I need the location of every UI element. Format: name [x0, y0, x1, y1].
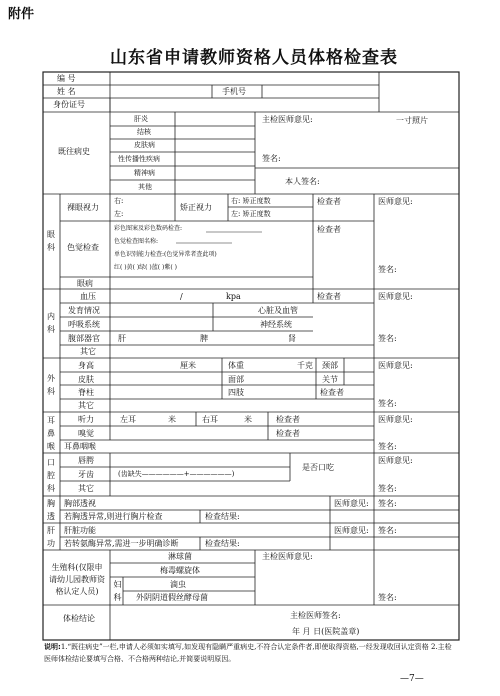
footnote-text: 1.“既往病史”一栏,申请人必须如实填写,如发现有隐瞒严重病史,不符合认定条件者,即使取得资格,一经发现收回认定资格 2.主检医师体检结论要填写合格、不合格两种结论,并简要说明原因。: [44, 643, 452, 663]
hearing-label: 听力: [78, 415, 94, 424]
internal-section-label: 内科: [47, 312, 55, 334]
internal-doctor: 医师意见:: [378, 292, 413, 301]
photo-label: 一寸照片: [396, 116, 428, 125]
chest-abnormal: 若胸透异常,则进行胸片检查: [64, 512, 163, 521]
eye-examiner-2: 检查者: [317, 225, 341, 234]
neck-label: 颈部: [322, 361, 338, 370]
name-label: 姓 名: [57, 87, 76, 96]
syphilis-label: 梅毒螺旋体: [160, 566, 200, 575]
conclusion-date: 年 月 日(医院盖章): [292, 627, 360, 636]
chest-sign: 签名:: [378, 499, 397, 508]
id-label: 身份证号: [53, 100, 85, 109]
oral-sign: 签名:: [378, 484, 397, 493]
history-item: 结核: [137, 128, 151, 136]
height-label: 身高: [78, 361, 94, 370]
liver-section-label: 肝功: [47, 526, 55, 548]
history-item: 肝炎: [134, 115, 148, 123]
ent-section-label: 耳鼻喉: [47, 416, 55, 451]
right-ear-unit: 米: [244, 415, 252, 424]
footnote-prefix: 说明:: [44, 643, 61, 651]
color-line-3: 单色识别能力检查:(色觉异常者查此项): [114, 251, 217, 258]
page-number: —7—: [400, 674, 424, 684]
candida-label: 外阴阴道假丝酵母菌: [136, 593, 208, 602]
attachment-label: 附件: [8, 7, 35, 22]
left-ear-label: 左耳: [120, 415, 136, 424]
face-label: 面部: [228, 375, 244, 384]
chest-section-label: 胸透: [47, 499, 55, 521]
teeth-label: 牙齿: [78, 470, 94, 479]
repro-section-label: 生殖科(仅限申请幼儿园教师资格认定人员): [49, 563, 105, 596]
missing-teeth: (齿缺失——————+——————): [118, 470, 235, 478]
surgery-sign: 签名:: [378, 399, 397, 408]
self-sign: 本人签名:: [285, 177, 320, 186]
liver-sign: 签名:: [378, 526, 397, 535]
heart-label: 心脏及血管: [258, 306, 298, 315]
corrected-right: 右: 矫正度数: [231, 197, 271, 205]
bp-unit: kpa: [226, 292, 241, 301]
surgery-doctor: 医师意见:: [378, 361, 413, 370]
liver-doctor: 医师意见:: [334, 526, 369, 535]
naked-right: 右:: [114, 197, 124, 205]
joint-label: 关节: [322, 375, 338, 384]
liver-result: 检查结果:: [205, 539, 240, 548]
surgery-other: 其它: [78, 401, 94, 410]
height-unit: 厘米: [180, 361, 196, 370]
skin-label: 皮肤: [78, 375, 94, 384]
oral-doctor: 医师意见:: [378, 456, 413, 465]
ent-examiner-2: 检查者: [276, 429, 300, 438]
internal-other: 其它: [80, 347, 96, 356]
history-item: 皮肤病: [134, 141, 155, 149]
corrected-left: 左: 矫正度数: [231, 210, 271, 218]
page-title: 山东省申请教师资格人员体格检查表: [110, 48, 398, 68]
internal-sign: 签名:: [378, 334, 397, 343]
chest-result: 检查结果:: [205, 512, 240, 521]
ent-disease-label: 耳鼻咽喉: [64, 442, 96, 451]
footnote: [44, 641, 454, 665]
history-item: 性传播性疾病: [118, 155, 160, 163]
kidney-label: 肾: [288, 334, 296, 343]
color-line-1: 彩色图案及彩色数码检查:: [114, 225, 183, 232]
ent-doctor: 医师意见:: [378, 415, 413, 424]
nervous-label: 神经系统: [260, 320, 292, 329]
liver-alt: 若转氨酶异常,需进一步明确诊断: [64, 539, 179, 548]
surgery-examiner: 检查者: [320, 388, 344, 397]
lips-label: 唇腭: [78, 456, 94, 465]
limbs-label: 四肢: [228, 388, 244, 397]
spine-label: 脊柱: [78, 388, 94, 397]
chest-xray-label: 胸部透视: [64, 499, 96, 508]
oral-section-label: 口腔科: [47, 458, 55, 493]
eye-doctor: 医师意见:: [378, 197, 413, 206]
history-doctor: 主检医师意见:: [262, 115, 313, 124]
stutter-label: 是否口吃: [302, 463, 334, 472]
corrected-vision-label: 矫正视力: [180, 203, 212, 212]
naked-left: 左:: [114, 210, 124, 218]
naked-vision-label: 裸眼视力: [67, 203, 99, 212]
history-sign: 签名:: [262, 154, 281, 163]
smell-label: 嗅觉: [78, 429, 94, 438]
ent-sign: 签名:: [378, 442, 397, 451]
conclusion-label: 体检结论: [63, 614, 95, 623]
eye-section-label: 眼科: [47, 230, 55, 252]
history-item: 精神病: [134, 169, 155, 177]
surgery-section-label: 外科: [47, 374, 55, 396]
right-ear-label: 右耳: [202, 415, 218, 424]
liver-function-label: 肝脏功能: [64, 526, 96, 535]
spleen-label: 脾: [200, 334, 208, 343]
chest-doctor: 医师意见:: [334, 499, 369, 508]
color-line-4: 红( )黄( )绿( )蓝( )紫( ): [114, 264, 177, 271]
repro-doctor: 主检医师意见:: [262, 552, 313, 561]
abdomen-label: 腹部器官: [68, 334, 100, 343]
weight-unit: 千克: [297, 361, 313, 370]
left-ear-unit: 米: [168, 415, 176, 424]
bp-label: 血压: [80, 292, 96, 301]
development-label: 发育情况: [68, 306, 100, 315]
eye-examiner: 检查者: [317, 197, 341, 206]
gonorrhea-label: 淋球菌: [168, 552, 192, 561]
internal-examiner: 检查者: [317, 292, 341, 301]
conclusion-doctor: 主检医师签名:: [290, 611, 341, 620]
history-item: 其他: [138, 183, 152, 191]
bp-separator: /: [180, 292, 183, 301]
liver-label: 肝: [118, 334, 126, 343]
repro-sign: 签名:: [378, 593, 397, 602]
eye-disease-label: 眼病: [77, 279, 93, 288]
gyn-label: 妇科: [113, 580, 122, 602]
history-label: 既往病史: [58, 147, 90, 156]
number-label: 编 号: [57, 74, 76, 83]
eye-sign: 签名:: [378, 265, 397, 274]
color-vision-label: 色觉检查: [67, 243, 99, 252]
phone-label: 手机号: [222, 87, 246, 96]
trich-label: 滴虫: [170, 580, 186, 589]
ent-examiner: 检查者: [276, 415, 300, 424]
color-line-2: 色觉检查图名称:: [114, 238, 159, 245]
respiratory-label: 呼吸系统: [68, 320, 100, 329]
oral-other: 其它: [78, 484, 94, 493]
weight-label: 体重: [228, 361, 244, 370]
